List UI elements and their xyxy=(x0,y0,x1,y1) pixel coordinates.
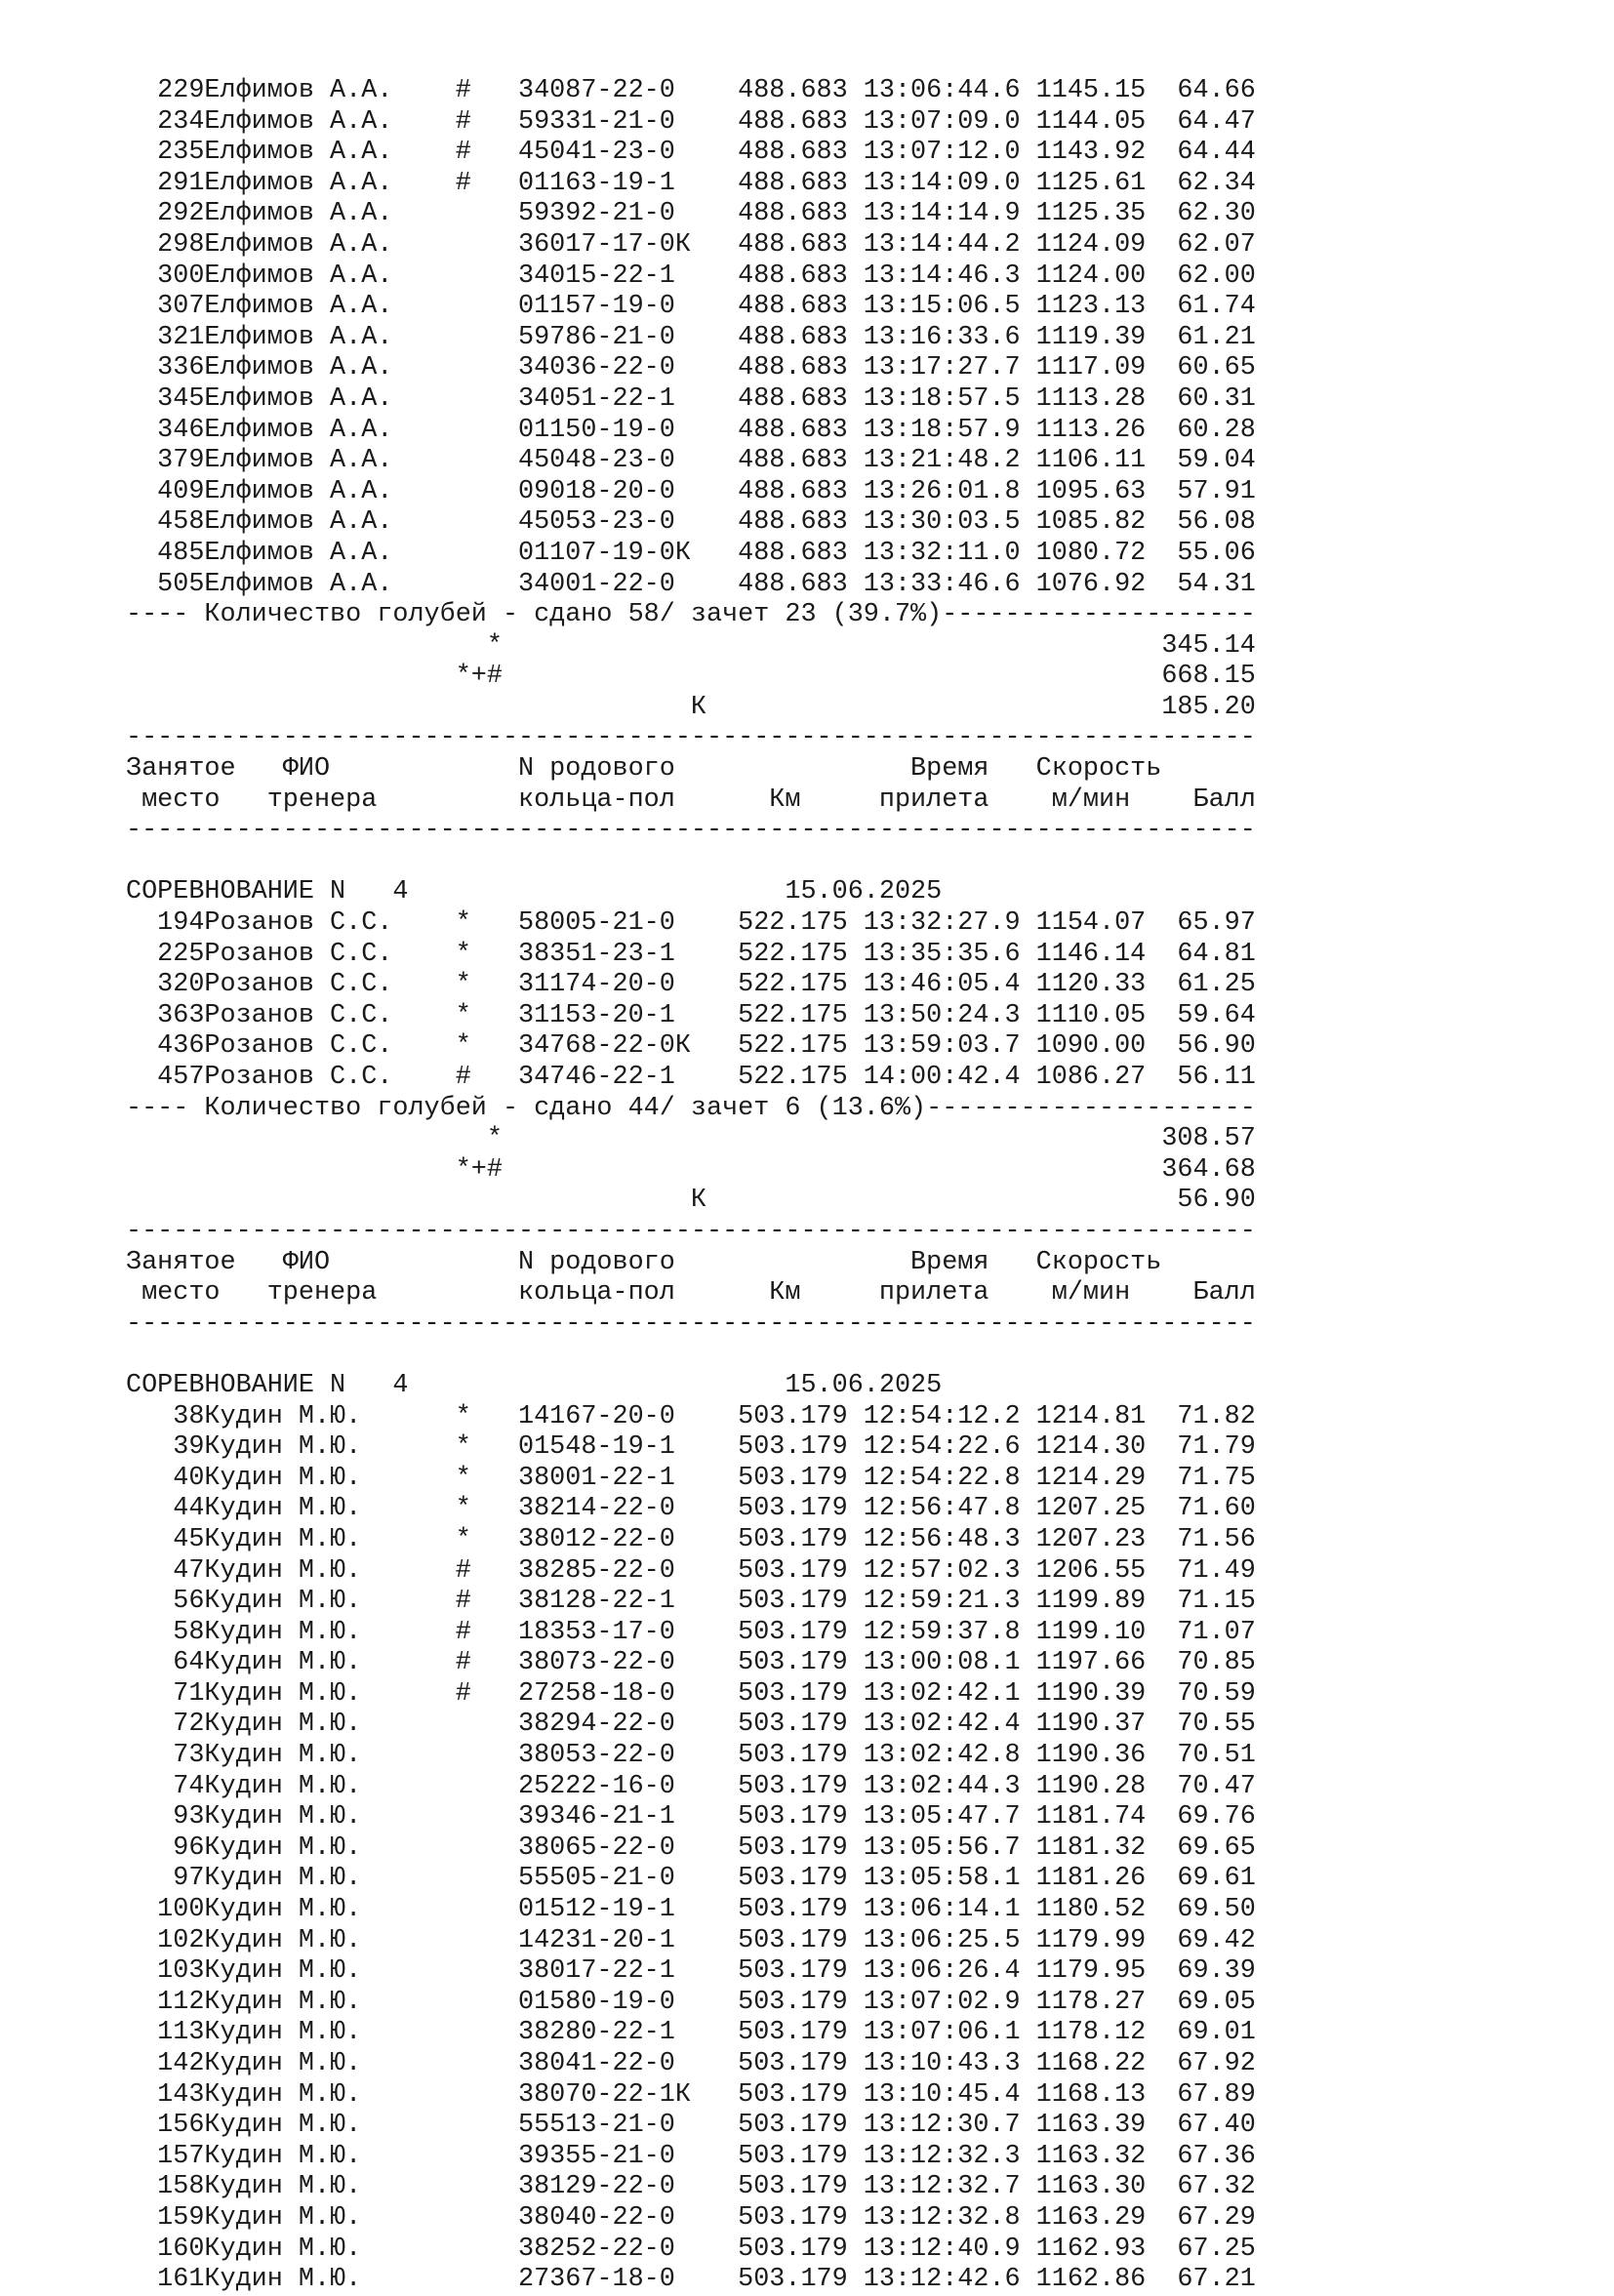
table-row: 159Кудин М.Ю. 38040-22-0 503.179 13:12:32.8 1163.29 67.29 xyxy=(126,2202,1256,2233)
table-row: 363Розанов С.С. * 31153-20-1 522.175 13:50:24.3 1110.05 59.64 xyxy=(126,1000,1256,1030)
divider: ------------------------------------------------------------------------ xyxy=(126,723,1256,753)
table-row: 161Кудин М.Ю. 27367-18-0 503.179 13:12:42.6 1162.86 67.21 xyxy=(126,2265,1256,2295)
table-row: 505Елфимов А.А. 34001-22-0 488.683 13:33:46.6 1076.92 54.31 xyxy=(126,569,1256,599)
competition-title: СОРЕВНОВАНИЕ N 4 15.06.2025 xyxy=(126,1370,943,1400)
table-row: 336Елфимов А.А. 34036-22-0 488.683 13:17:27.7 1117.09 60.65 xyxy=(126,353,1256,383)
column-header: Занятое ФИО N родового Время Скорость xyxy=(126,1247,1162,1277)
blank-line xyxy=(126,1340,1256,1371)
table-row: 47Кудин М.Ю. # 38285-22-0 503.179 12:57:02.3 1206.55 71.49 xyxy=(126,1555,1256,1586)
table-row: 457Розанов С.С. # 34746-22-1 522.175 14:00:42.4 1086.27 56.11 xyxy=(126,1063,1256,1092)
table-row: 298Елфимов А.А. 36017-17-0К 488.683 13:14:44.2 1124.09 62.07 xyxy=(126,229,1256,260)
table-row: 458Елфимов А.А. 45053-23-0 488.683 13:30:03.5 1085.82 56.08 xyxy=(126,507,1256,538)
table-row: 143Кудин М.Ю. 38070-22-1К 503.179 13:10:45.4 1168.13 67.89 xyxy=(126,2079,1256,2110)
table-row: 345Елфимов А.А. 34051-22-1 488.683 13:18:57.5 1113.28 60.31 xyxy=(126,383,1256,414)
table-row: 71Кудин М.Ю. # 27258-18-0 503.179 13:02:42.1 1190.39 70.59 xyxy=(126,1678,1256,1709)
table-row: 300Елфимов А.А. 34015-22-1 488.683 13:14:46.3 1124.00 62.00 xyxy=(126,261,1256,291)
table-row: 485Елфимов А.А. 01107-19-0К 488.683 13:32:11.0 1080.72 55.06 xyxy=(126,538,1256,568)
table-row: 103Кудин М.Ю. 38017-22-1 503.179 13:06:26.4 1179.95 69.39 xyxy=(126,1956,1256,1987)
table-row: 225Розанов С.С. * 38351-23-1 522.175 13:35:35.6 1146.14 64.81 xyxy=(126,939,1256,969)
table-row: 100Кудин М.Ю. 01512-19-1 503.179 13:06:14.1 1180.52 69.50 xyxy=(126,1895,1256,1925)
table-row: 73Кудин М.Ю. 38053-22-0 503.179 13:02:42.8 1190.36 70.51 xyxy=(126,1741,1256,1771)
divider: ------------------------------------------------------------------------ xyxy=(126,816,1256,846)
total-line: * 308.57 xyxy=(126,1124,1256,1154)
table-row: 320Розанов С.С. * 31174-20-0 522.175 13:46:05.4 1120.33 61.25 xyxy=(126,970,1256,1000)
table-row: 93Кудин М.Ю. 39346-21-1 503.179 13:05:47.7 1181.74 69.76 xyxy=(126,1802,1256,1833)
table-row: 379Елфимов А.А. 45048-23-0 488.683 13:21:48.2 1106.11 59.04 xyxy=(126,446,1256,476)
table-row: 64Кудин М.Ю. # 38073-22-0 503.179 13:00:08.1 1197.66 70.85 xyxy=(126,1648,1256,1678)
competition-title: СОРЕВНОВАНИЕ N 4 15.06.2025 xyxy=(126,877,943,907)
table-row: 321Елфимов А.А. 59786-21-0 488.683 13:16:33.6 1119.39 61.21 xyxy=(126,322,1256,352)
table-row: 346Елфимов А.А. 01150-19-0 488.683 13:18:57.9 1113.26 60.28 xyxy=(126,415,1256,445)
table-row: 39Кудин М.Ю. * 01548-19-1 503.179 12:54:22.6 1214.30 71.79 xyxy=(126,1432,1256,1463)
divider: ------------------------------------------------------------------------ xyxy=(126,1309,1256,1339)
divider: ------------------------------------------------------------------------ xyxy=(126,1216,1256,1246)
table-row: 156Кудин М.Ю. 55513-21-0 503.179 13:12:30.7 1163.39 67.40 xyxy=(126,2111,1256,2141)
table-row: 96Кудин М.Ю. 38065-22-0 503.179 13:05:56.7 1181.32 69.65 xyxy=(126,1833,1256,1863)
total-line: *+# 364.68 xyxy=(126,1154,1256,1185)
table-row: 436Розанов С.С. * 34768-22-0К 522.175 13:59:03.7 1090.00 56.90 xyxy=(126,1031,1256,1062)
table-row: 58Кудин М.Ю. # 18353-17-0 503.179 12:59:37.8 1199.10 71.07 xyxy=(126,1617,1256,1647)
total-line: К 185.20 xyxy=(126,692,1256,722)
table-row: 291Елфимов А.А. # 01163-19-1 488.683 13:14:09.0 1125.61 62.34 xyxy=(126,168,1256,198)
table-row: 74Кудин М.Ю. 25222-16-0 503.179 13:02:44.3 1190.28 70.47 xyxy=(126,1771,1256,1801)
table-row: 38Кудин М.Ю. * 14167-20-0 503.179 12:54:12.2 1214.81 71.82 xyxy=(126,1401,1256,1431)
table-row: 234Елфимов А.А. # 59331-21-0 488.683 13:07:09.0 1144.05 64.47 xyxy=(126,106,1256,137)
table-row: 40Кудин М.Ю. * 38001-22-1 503.179 12:54:22.8 1214.29 71.75 xyxy=(126,1463,1256,1493)
table-row: 307Елфимов А.А. 01157-19-0 488.683 13:15:06.5 1123.13 61.74 xyxy=(126,292,1256,322)
column-header: место тренера кольца-пол Км прилета м/мин Балл xyxy=(126,785,1256,815)
blank-line xyxy=(126,847,1256,878)
table-row: 44Кудин М.Ю. * 38214-22-0 503.179 12:56:47.8 1207.25 71.60 xyxy=(126,1494,1256,1524)
column-header: место тренера кольца-пол Км прилета м/мин Балл xyxy=(126,1278,1256,1309)
table-row: 235Елфимов А.А. # 45041-23-0 488.683 13:07:12.0 1143.92 64.44 xyxy=(126,138,1256,168)
table-row: 194Розанов С.С. * 58005-21-0 522.175 13:32:27.9 1154.07 65.97 xyxy=(126,908,1256,939)
table-row: 45Кудин М.Ю. * 38012-22-0 503.179 12:56:48.3 1207.23 71.56 xyxy=(126,1524,1256,1554)
table-row: 157Кудин М.Ю. 39355-21-0 503.179 13:12:32.3 1163.32 67.36 xyxy=(126,2141,1256,2171)
total-line: * 345.14 xyxy=(126,630,1256,661)
table-row: 409Елфимов А.А. 09018-20-0 488.683 13:26:01.8 1095.63 57.91 xyxy=(126,476,1256,506)
results-document xyxy=(126,76,1256,2296)
table-row: 72Кудин М.Ю. 38294-22-0 503.179 13:02:42.4 1190.37 70.55 xyxy=(126,1710,1256,1740)
table-row: 142Кудин М.Ю. 38041-22-0 503.179 13:10:43.3 1168.22 67.92 xyxy=(126,2049,1256,2078)
table-row: 102Кудин М.Ю. 14231-20-1 503.179 13:06:25.5 1179.99 69.42 xyxy=(126,1925,1256,1955)
table-row: 112Кудин М.Ю. 01580-19-0 503.179 13:07:02.9 1178.27 69.05 xyxy=(126,1987,1256,2017)
table-row: 229Елфимов А.А. # 34087-22-0 488.683 13:06:44.6 1145.15 64.66 xyxy=(126,76,1256,105)
table-row: 160Кудин М.Ю. 38252-22-0 503.179 13:12:40.9 1162.93 67.25 xyxy=(126,2234,1256,2264)
table-row: 158Кудин М.Ю. 38129-22-0 503.179 13:12:32.7 1163.30 67.32 xyxy=(126,2172,1256,2202)
summary-line: ---- Количество голубей - сдано 58/ зачет 23 (39.7%)-------------------- xyxy=(126,600,1256,630)
total-line: К 56.90 xyxy=(126,1186,1256,1216)
total-line: *+# 668.15 xyxy=(126,662,1256,692)
table-row: 97Кудин М.Ю. 55505-21-0 503.179 13:05:58.1 1181.26 69.61 xyxy=(126,1864,1256,1894)
summary-line: ---- Количество голубей - сдано 44/ зачет 6 (13.6%)--------------------- xyxy=(126,1093,1256,1123)
table-row: 56Кудин М.Ю. # 38128-22-1 503.179 12:59:21.3 1199.89 71.15 xyxy=(126,1587,1256,1617)
column-header: Занятое ФИО N родового Время Скорость xyxy=(126,754,1162,785)
table-row: 292Елфимов А.А. 59392-21-0 488.683 13:14:14.9 1125.35 62.30 xyxy=(126,199,1256,229)
table-row: 113Кудин М.Ю. 38280-22-1 503.179 13:07:06.1 1178.12 69.01 xyxy=(126,2018,1256,2048)
